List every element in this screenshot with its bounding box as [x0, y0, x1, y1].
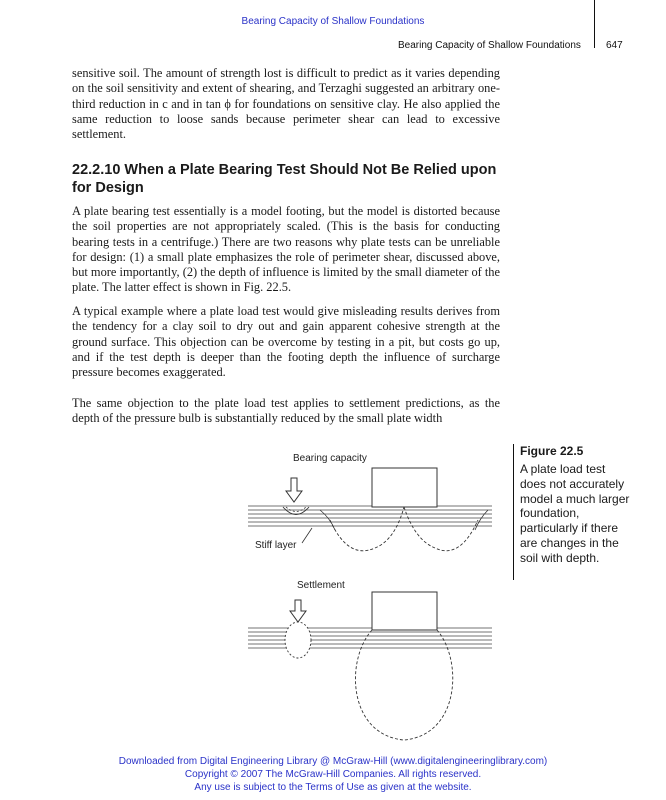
- large-footing-bottom: [372, 592, 437, 630]
- bearing-capacity-title: Bearing capacity: [293, 453, 367, 464]
- small-plate-inner-arc: [286, 507, 306, 512]
- failure-surface-right: [404, 507, 478, 551]
- footer-terms-link[interactable]: Any use is subject to the Terms of Use as given at the website.: [194, 782, 472, 793]
- bottom-ground-lines: [248, 628, 492, 648]
- paragraph-typical-example: A typical example where a plate load test would give misleading results derives from the tendency for a clay soil to dry out and gain apparent cohesive strength at the ground surface. This objection can be overcome by testing in a pit, but costs go up, and if the test depth is deeper than the footing depth the influence of surcharge pressure becomes exaggerated.: [72, 304, 500, 380]
- footer-download-link[interactable]: Downloaded from Digital Engineering Library @ McGraw-Hill (www.digitalengineeringlibrary.com): [118, 756, 548, 767]
- footer-copyright: Copyright © 2007 The McGraw-Hill Companies. All rights reserved.: [184, 769, 482, 780]
- figure-caption: A plate load test does not accurately model a much larger foundation, particularly if there are changes in the soil with depth.: [520, 462, 630, 565]
- small-plate-pressure-bulb: [285, 622, 311, 658]
- settlement-title: Settlement: [297, 580, 345, 591]
- failure-surface-left: [330, 507, 404, 551]
- figure-label: Figure 22.5: [520, 444, 584, 458]
- failure-surface-right-edge: [475, 510, 488, 530]
- paragraph-sensitive-soil: sensitive soil. The amount of strength lost is difficult to predict as it varies depending on the soil sensitivity and extent of shearing, and Terzaghi suggested an arbitrary one-third reduction in c and in tan ϕ for foundations on sensitive clay. He also applied the same reduction to loose sands because perimeter shear can lead to excessive settlement.: [72, 66, 500, 142]
- figure-caption-rule: [513, 444, 514, 580]
- failure-surface-left-edge: [320, 510, 335, 530]
- top-chapter-link[interactable]: Bearing Capacity of Shallow Foundations: [241, 16, 425, 27]
- large-footing-top: [372, 468, 437, 507]
- top-load-arrow: [286, 478, 302, 502]
- page-number: 647: [606, 40, 623, 51]
- bottom-load-arrow: [290, 600, 306, 622]
- paragraph-plate-bearing-test: A plate bearing test essentially is a model footing, but the model is distorted because the soil properties are not appropriately scaled. (This is the basis for conducting bearing tests in a centrifuge.) There are two reasons why plate tests can be unreliable for design: (1) a small plate emphasizes the role of perimeter shear, discussed above, but more importantly, (2) the depth of influence is limited by the small diameter of the plate. The latter effect is shown in Fig. 22.5.: [72, 204, 500, 295]
- stiff-layer-leader: [302, 528, 312, 543]
- section-heading: 22.2.10 When a Plate Bearing Test Should Not Be Relied upon for Design: [72, 162, 497, 196]
- large-footing-pressure-bulb: [355, 630, 452, 740]
- paragraph-settlement-objection: The same objection to the plate load test applies to settlement predictions, as the depth of the pressure bulb is substantially reduced by the small plate width: [72, 396, 500, 426]
- stiff-layer-label: Stiff layer: [255, 540, 297, 551]
- running-header-title: Bearing Capacity of Shallow Foundations: [398, 40, 581, 51]
